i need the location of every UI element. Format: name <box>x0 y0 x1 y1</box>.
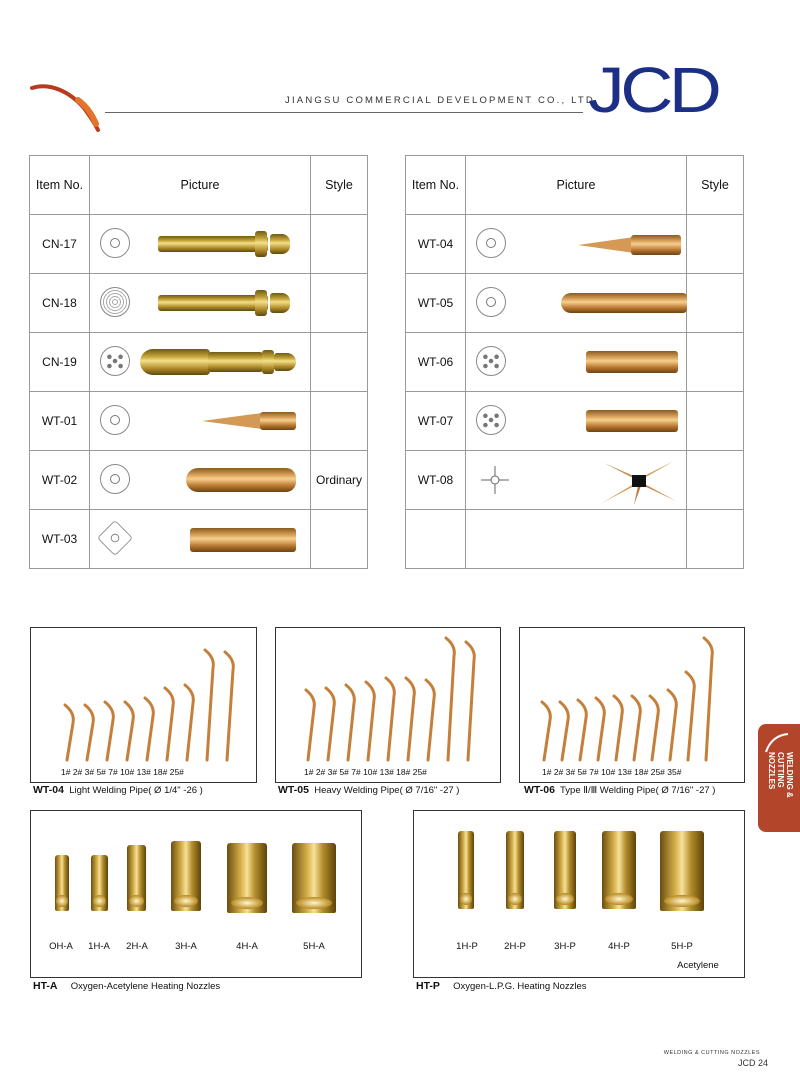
page-number: JCD 24 <box>737 1058 768 1068</box>
nozzle-label: 1H-A <box>88 941 110 952</box>
welding-pipe <box>560 702 568 760</box>
section-side-tab <box>758 724 800 832</box>
nozzle-label: 5H-P <box>671 941 693 952</box>
nozzle-picture <box>90 274 310 332</box>
nozzle-label: 5H-A <box>303 941 325 952</box>
nozzle-face-icon <box>100 346 130 376</box>
heating-nozzle-image <box>55 855 69 911</box>
pipe-sizes: 1# 2# 3# 5# 7# 10# 13# 18# 25# <box>304 767 427 777</box>
header-style: Style <box>311 156 368 215</box>
table-row <box>406 510 744 569</box>
style-cell <box>687 392 744 451</box>
item-number: CN-19 <box>30 333 90 392</box>
item-number: WT-05 <box>406 274 466 333</box>
welding-pipes-image <box>31 628 256 782</box>
heating-nozzle-image <box>91 855 108 911</box>
jcd-logo: JCD <box>588 54 718 126</box>
welding-pipe <box>406 678 414 760</box>
caption-desc: Type Ⅱ/Ⅲ Welding Pipe( Ø 7/16" -27 ) <box>560 785 716 796</box>
caption-code: HT-P <box>416 980 440 992</box>
welding-pipe <box>185 685 193 760</box>
heating-nozzle-image <box>506 831 524 909</box>
header-style: Style <box>687 156 744 215</box>
side-tab-line: WELDING & <box>785 752 794 798</box>
welding-pipe <box>205 650 213 760</box>
item-number: CN-17 <box>30 215 90 274</box>
nozzle-label: 2H-P <box>504 941 526 952</box>
caption-code: WT-04 <box>33 784 64 796</box>
welding-pipe <box>668 690 676 760</box>
item-number: WT-02 <box>30 451 90 510</box>
welding-pipe <box>85 705 93 760</box>
welding-pipe <box>578 700 586 760</box>
item-number: WT-08 <box>406 451 466 510</box>
heating-nozzle-image <box>227 843 267 913</box>
table-row <box>30 215 368 274</box>
nozzle-face-icon <box>476 287 506 317</box>
nozzle-face-icon <box>476 346 506 376</box>
item-number: WT-03 <box>30 510 90 569</box>
pipe-sizes: 1# 2# 3# 5# 7# 10# 13# 18# 25# 35# <box>542 767 682 777</box>
caption-desc: Heavy Welding Pipe( Ø 7/16" -27 ) <box>314 785 460 796</box>
nozzle-label: 3H-A <box>175 941 197 952</box>
nozzle-face-icon <box>100 287 130 317</box>
welding-pipe <box>386 678 394 760</box>
nozzle-label: 1H-P <box>456 941 478 952</box>
welding-pipe <box>145 698 153 760</box>
heating-nozzle-image <box>458 831 474 909</box>
table-row <box>406 274 744 333</box>
caption-desc: Oxygen-L.P.G. Heating Nozzles <box>453 981 587 992</box>
table-row <box>406 451 744 510</box>
caption-code: WT-05 <box>278 784 309 796</box>
nozzle-label: 4H-A <box>236 941 258 952</box>
nozzle-picture <box>466 451 686 509</box>
side-tab-line: CUTTING <box>776 752 785 788</box>
table-row <box>30 510 368 569</box>
footer-section: WELDING & CUTTING NOZZLES <box>663 1050 760 1056</box>
item-number: WT-01 <box>30 392 90 451</box>
torch-tab-icon <box>764 732 790 754</box>
company-name: JIANGSU COMMERCIAL DEVELOPMENT CO., LTD. <box>285 95 600 106</box>
wt04-caption <box>33 784 203 796</box>
welding-pipe <box>306 690 314 760</box>
welding-pipe <box>466 642 474 760</box>
nozzle-picture <box>466 333 686 391</box>
nozzle-face-icon <box>476 228 506 258</box>
nozzle-picture <box>90 215 310 273</box>
heating-nozzle-image <box>554 831 576 909</box>
nozzle-picture <box>90 333 310 391</box>
left-product-table <box>29 155 368 569</box>
star-nozzle-image <box>594 455 684 507</box>
table-row <box>30 392 368 451</box>
style-cell <box>311 274 368 333</box>
nozzle-label: 2H-A <box>126 941 148 952</box>
right-product-table <box>405 155 744 569</box>
nozzle-face-icon <box>100 405 130 435</box>
nozzle-picture <box>466 392 686 450</box>
table-row <box>30 451 368 510</box>
nozzle-face-icon <box>100 228 130 258</box>
welding-pipe <box>650 696 658 760</box>
header-picture: Picture <box>466 156 687 215</box>
heating-nozzle-image <box>602 831 636 909</box>
nozzle-picture <box>466 274 686 332</box>
style-cell <box>687 510 744 569</box>
welding-pipe <box>686 672 694 760</box>
wt05-pipe-box <box>275 627 501 783</box>
header-item-no: Item No. <box>30 156 90 215</box>
nozzle-label: 4H-P <box>608 941 630 952</box>
nozzle-label: OH-A <box>49 941 73 952</box>
heating-nozzle-image <box>127 845 146 911</box>
caption-desc: Oxygen-Acetylene Heating Nozzles <box>70 981 221 992</box>
table-row <box>406 392 744 451</box>
wt06-caption <box>524 784 715 796</box>
welding-pipes-image <box>276 628 500 782</box>
item-number: WT-04 <box>406 215 466 274</box>
ht-p-caption <box>416 980 587 992</box>
nozzle-label: 3H-P <box>554 941 576 952</box>
welding-pipe <box>105 702 113 760</box>
nozzle-face-icon <box>476 405 506 435</box>
star-face-icon <box>478 463 512 497</box>
caption-desc: Light Welding Pipe( Ø 1/4" -26 ) <box>69 785 203 796</box>
welding-pipe <box>426 680 434 760</box>
welding-pipe <box>326 688 334 760</box>
welding-pipe <box>225 652 233 760</box>
side-tab-line: NOZZLES <box>767 752 776 790</box>
wt06-pipe-box <box>519 627 745 783</box>
style-cell: Ordinary <box>311 451 368 510</box>
welding-pipe <box>614 696 622 760</box>
welding-pipe <box>125 702 133 760</box>
heating-nozzle-image <box>171 841 201 911</box>
nozzle-face-icon <box>100 464 130 494</box>
nozzle-face-icon <box>97 520 133 556</box>
header-divider <box>105 112 583 113</box>
nozzle-picture <box>90 392 310 450</box>
item-number: CN-18 <box>30 274 90 333</box>
heating-nozzle-image <box>660 831 704 911</box>
welding-pipe <box>596 698 604 760</box>
welding-pipe <box>165 688 173 760</box>
style-cell <box>687 333 744 392</box>
welding-pipe <box>65 705 73 760</box>
item-number: WT-06 <box>406 333 466 392</box>
nozzle-picture <box>90 510 310 568</box>
wt05-caption <box>278 784 459 796</box>
welding-pipe <box>704 638 712 760</box>
acetylene-note: Acetylene <box>677 960 719 971</box>
table-row <box>406 333 744 392</box>
table-row <box>406 215 744 274</box>
style-cell <box>687 451 744 510</box>
style-cell <box>687 215 744 274</box>
heating-nozzle-image <box>292 843 336 913</box>
pipe-sizes: 1# 2# 3# 5# 7# 10# 13# 18# 25# <box>61 767 184 777</box>
caption-code: WT-06 <box>524 784 555 796</box>
ht-a-caption <box>33 980 220 992</box>
welding-pipe <box>346 685 354 760</box>
welding-pipe <box>446 638 454 760</box>
table-row <box>30 274 368 333</box>
welding-pipe <box>366 682 374 760</box>
style-cell <box>687 274 744 333</box>
side-tab-text <box>767 752 794 798</box>
nozzle-picture <box>90 451 310 509</box>
item-number: WT-07 <box>406 392 466 451</box>
ht-p-box <box>413 810 745 978</box>
style-cell <box>311 392 368 451</box>
wt04-pipe-box <box>30 627 257 783</box>
item-number <box>406 510 466 569</box>
welding-pipe <box>632 696 640 760</box>
caption-code: HT-A <box>33 980 58 992</box>
welding-pipe <box>542 702 550 760</box>
style-cell <box>311 510 368 569</box>
nozzle-picture <box>466 215 686 273</box>
style-cell <box>311 215 368 274</box>
ht-a-box <box>30 810 362 978</box>
welding-pipes-image <box>520 628 744 782</box>
header-item-no: Item No. <box>406 156 466 215</box>
torch-logo-icon <box>30 78 102 134</box>
header-picture: Picture <box>90 156 311 215</box>
style-cell <box>311 333 368 392</box>
table-row <box>30 333 368 392</box>
